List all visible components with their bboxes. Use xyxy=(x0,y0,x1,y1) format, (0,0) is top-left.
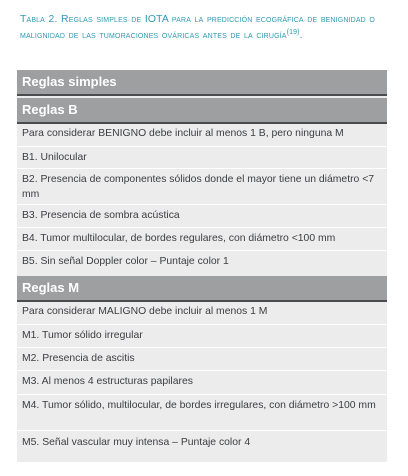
row-divider xyxy=(17,168,387,169)
row-divider xyxy=(17,347,387,348)
rule-b5: B5. Sin señal Doppler color – Puntaje color 1 xyxy=(22,256,229,267)
row-divider xyxy=(17,370,387,371)
table-title-rule xyxy=(17,94,387,96)
row-divider xyxy=(17,250,387,251)
section-heading-m: Reglas M xyxy=(17,276,387,300)
section-m-rule xyxy=(17,300,387,302)
table-title: Reglas simples xyxy=(17,70,387,94)
row-divider xyxy=(17,204,387,205)
row-divider xyxy=(17,324,387,325)
caption-acronym: IOTA xyxy=(144,14,169,25)
caption-reference: (19) xyxy=(286,28,300,36)
row-divider xyxy=(17,430,387,431)
table-caption xyxy=(20,12,392,43)
rule-m4: M4. Tumor sólido, multilocular, de bordes irregulares, con diámetro >100 mm xyxy=(22,400,376,411)
section-b-rule xyxy=(17,122,387,124)
rule-m1: M1. Tumor sólido irregular xyxy=(22,330,143,341)
section-heading-b: Reglas B xyxy=(17,98,387,122)
caption-end: . xyxy=(299,29,303,41)
rule-m3: M3. Al menos 4 estructuras papilares xyxy=(22,376,193,387)
rule-b4: B4. Tumor multilocular, de bordes regulares, con diámetro <100 mm xyxy=(22,233,336,244)
row-divider xyxy=(17,394,387,395)
rule-m2: M2. Presencia de ascitis xyxy=(22,353,135,364)
row-divider xyxy=(17,227,387,228)
caption-prefix: Tabla 2. Reglas simples de xyxy=(20,14,145,25)
caption-suffix: para la predicción ecográfica de benignidad o malignidad de las tumoraciones ováricas antes de la cirugía xyxy=(20,14,376,41)
rule-b3: B3. Presencia de sombra acústica xyxy=(22,210,180,221)
section-b-intro: Para considerar BENIGNO debe incluir al menos 1 B, pero ninguna M xyxy=(22,128,344,139)
section-m-intro: Para considerar MALIGNO debe incluir al menos 1 M xyxy=(22,306,268,317)
rule-b2: B2. Presencia de componentes sólidos donde el mayor tiene un diámetro <7 mm xyxy=(22,174,375,200)
rule-m5: M5. Señal vascular muy intensa – Puntaje color 4 xyxy=(22,437,251,448)
row-divider xyxy=(17,146,387,147)
rule-b1: B1. Unilocular xyxy=(22,152,87,163)
rules-table xyxy=(17,70,387,462)
